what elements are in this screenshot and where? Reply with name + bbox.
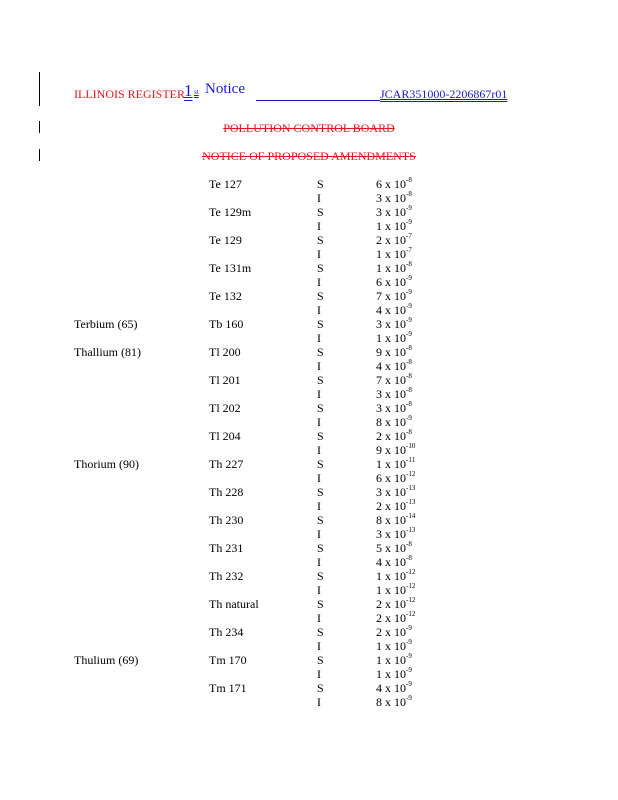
solubility-class: S (317, 653, 324, 667)
solubility-class: I (317, 359, 321, 373)
table-row (0, 303, 618, 317)
solubility-class: S (317, 233, 324, 247)
value-mantissa: 1 x 10 (376, 219, 406, 233)
table-row (0, 401, 618, 415)
value-mantissa: 4 x 10 (376, 303, 406, 317)
isotope-name: Te 129 (209, 233, 242, 247)
value-mantissa: 4 x 10 (376, 681, 406, 695)
value-exponent: -9 (406, 652, 412, 660)
isotope-name: Te 131m (209, 261, 252, 275)
agency-title: POLLUTION CONTROL BOARD (223, 121, 395, 135)
isotope-name: Tl 204 (209, 429, 241, 443)
solubility-class: I (317, 583, 321, 597)
value-mantissa: 3 x 10 (376, 387, 406, 401)
value-exponent: -9 (406, 624, 412, 632)
value-mantissa: 2 x 10 (376, 499, 406, 513)
table-row (0, 527, 618, 541)
change-bar-top (39, 72, 40, 106)
value-exponent: -9 (406, 316, 412, 324)
isotope-name: Tb 160 (209, 317, 244, 331)
table-row (0, 485, 618, 499)
solubility-class: I (317, 695, 321, 709)
solubility-class: S (317, 513, 324, 527)
solubility-class: I (317, 527, 321, 541)
table-row (0, 611, 618, 625)
solubility-class: S (317, 541, 324, 555)
concentration-value (376, 191, 412, 205)
table-row (0, 471, 618, 485)
table-row (0, 597, 618, 611)
solubility-class: I (317, 275, 321, 289)
concentration-value (376, 303, 412, 317)
value-exponent: -8 (406, 386, 412, 394)
concentration-value (376, 513, 415, 527)
solubility-class: I (317, 443, 321, 457)
solubility-class: S (317, 429, 324, 443)
table-row (0, 499, 618, 513)
concentration-value (376, 485, 415, 499)
table-row (0, 625, 618, 639)
concentration-value (376, 611, 415, 625)
value-mantissa: 2 x 10 (376, 625, 406, 639)
isotope-name: Th 234 (209, 625, 244, 639)
value-exponent: -8 (406, 372, 412, 380)
value-exponent: -12 (406, 582, 416, 590)
isotope-name: Tl 201 (209, 373, 241, 387)
table-row (0, 639, 618, 653)
table-row (0, 345, 618, 359)
concentration-value (376, 555, 412, 569)
value-exponent: -13 (406, 498, 416, 506)
value-mantissa: 3 x 10 (376, 527, 406, 541)
solubility-class: S (317, 485, 324, 499)
concentration-value (376, 569, 415, 583)
value-exponent: -8 (406, 176, 412, 184)
value-exponent: -8 (406, 400, 412, 408)
value-mantissa: 3 x 10 (376, 401, 406, 415)
value-mantissa: 3 x 10 (376, 205, 406, 219)
value-mantissa: 1 x 10 (376, 457, 406, 471)
isotope-name: Th 227 (209, 457, 244, 471)
notice-title: NOTICE OF PROPOSED AMENDMENTS (202, 149, 416, 163)
solubility-class: I (317, 247, 321, 261)
table-row (0, 373, 618, 387)
value-mantissa: 1 x 10 (376, 261, 406, 275)
value-mantissa: 4 x 10 (376, 555, 406, 569)
concentration-value (376, 429, 412, 443)
value-exponent: -9 (406, 288, 412, 296)
value-exponent: -7 (406, 232, 412, 240)
solubility-class: S (317, 401, 324, 415)
value-exponent: -9 (406, 638, 412, 646)
table-row (0, 331, 618, 345)
solubility-class: I (317, 611, 321, 625)
value-exponent: -13 (406, 484, 416, 492)
value-exponent: -8 (406, 190, 412, 198)
value-mantissa: 3 x 10 (376, 191, 406, 205)
value-exponent: -12 (406, 610, 416, 618)
value-exponent: -11 (406, 456, 416, 464)
isotope-name: Th natural (209, 597, 259, 611)
value-mantissa: 8 x 10 (376, 695, 406, 709)
value-mantissa: 3 x 10 (376, 485, 406, 499)
isotope-name: Th 231 (209, 541, 244, 555)
table-row (0, 191, 618, 205)
value-exponent: -14 (406, 512, 416, 520)
table-row (0, 177, 618, 191)
value-exponent: -9 (406, 204, 412, 212)
element-name: Thulium (69) (74, 653, 139, 667)
isotope-name: Tm 171 (209, 681, 247, 695)
concentration-value (376, 345, 412, 359)
value-mantissa: 6 x 10 (376, 275, 406, 289)
value-mantissa: 3 x 10 (376, 317, 406, 331)
solubility-class: S (317, 317, 324, 331)
solubility-class: I (317, 331, 321, 345)
concentration-value (376, 681, 412, 695)
table-row (0, 583, 618, 597)
concentration-value (376, 541, 412, 555)
concentration-value (376, 667, 412, 681)
solubility-class: S (317, 597, 324, 611)
table-row (0, 317, 618, 331)
value-exponent: -9 (406, 274, 412, 282)
value-mantissa: 1 x 10 (376, 583, 406, 597)
table-row (0, 513, 618, 527)
solubility-class: I (317, 555, 321, 569)
concentration-value (376, 415, 412, 429)
isotope-name: Te 132 (209, 289, 242, 303)
register-name: ILLINOIS REGISTER (74, 87, 185, 101)
value-mantissa: 1 x 10 (376, 639, 406, 653)
concentration-value (376, 317, 412, 331)
concentration-value (376, 471, 415, 485)
solubility-class: S (317, 261, 324, 275)
solubility-class: S (317, 177, 324, 191)
value-exponent: -9 (406, 666, 412, 674)
solubility-class: S (317, 569, 324, 583)
value-exponent: -8 (406, 428, 412, 436)
jcar-code: JCAR351000-2206867r01 (380, 87, 508, 101)
value-mantissa: 7 x 10 (376, 289, 406, 303)
isotope-name: Th 228 (209, 485, 244, 499)
value-mantissa: 1 x 10 (376, 247, 406, 261)
value-mantissa: 9 x 10 (376, 345, 406, 359)
concentration-value (376, 499, 415, 513)
solubility-class: S (317, 373, 324, 387)
concentration-value (376, 205, 412, 219)
concentration-value (376, 443, 415, 457)
concentration-value (376, 639, 412, 653)
value-mantissa: 6 x 10 (376, 471, 406, 485)
concentration-value (376, 527, 415, 541)
solubility-class: S (317, 345, 324, 359)
value-mantissa: 8 x 10 (376, 513, 406, 527)
isotope-name: Th 230 (209, 513, 244, 527)
concentration-value (376, 597, 415, 611)
table-row (0, 247, 618, 261)
element-name: Thorium (90) (74, 457, 139, 471)
solubility-class: I (317, 219, 321, 233)
isotope-name: Tl 202 (209, 401, 241, 415)
value-exponent: -9 (406, 414, 412, 422)
solubility-class: I (317, 499, 321, 513)
value-exponent: -9 (406, 680, 412, 688)
table-row (0, 289, 618, 303)
value-mantissa: 5 x 10 (376, 541, 406, 555)
table-row (0, 387, 618, 401)
solubility-class: S (317, 457, 324, 471)
table-row (0, 667, 618, 681)
concentration-value (376, 261, 412, 275)
solubility-class: S (317, 205, 324, 219)
value-mantissa: 1 x 10 (376, 569, 406, 583)
notice-number: 1 (184, 81, 193, 100)
value-mantissa: 1 x 10 (376, 667, 406, 681)
solubility-class: I (317, 667, 321, 681)
concentration-value (376, 289, 412, 303)
concentration-value (376, 233, 412, 247)
value-mantissa: 7 x 10 (376, 373, 406, 387)
value-mantissa: 2 x 10 (376, 597, 406, 611)
value-mantissa: 4 x 10 (376, 359, 406, 373)
concentration-value (376, 457, 415, 471)
table-row (0, 261, 618, 275)
table-row (0, 415, 618, 429)
value-exponent: -9 (406, 218, 412, 226)
table-row (0, 219, 618, 233)
header-underline (256, 100, 380, 101)
value-exponent: -8 (406, 344, 412, 352)
value-exponent: -7 (406, 246, 412, 254)
notice-label: Notice (205, 81, 245, 97)
notice-ordinal: st (194, 88, 199, 96)
table-row (0, 681, 618, 695)
table-row (0, 443, 618, 457)
solubility-class: S (317, 681, 324, 695)
element-name: Thallium (81) (74, 345, 141, 359)
table-row (0, 653, 618, 667)
solubility-class: I (317, 415, 321, 429)
value-exponent: -9 (406, 302, 412, 310)
solubility-class: S (317, 625, 324, 639)
concentration-value (376, 695, 412, 709)
isotope-name: Te 127 (209, 177, 242, 191)
value-mantissa: 2 x 10 (376, 429, 406, 443)
value-exponent: -9 (406, 694, 412, 702)
page-header (74, 81, 524, 104)
value-exponent: -12 (406, 596, 416, 604)
concentration-value (376, 177, 412, 191)
value-mantissa: 6 x 10 (376, 177, 406, 191)
value-mantissa: 1 x 10 (376, 331, 406, 345)
concentration-value (376, 359, 412, 373)
solubility-class: I (317, 191, 321, 205)
table-row (0, 205, 618, 219)
concentration-value (376, 583, 415, 597)
value-exponent: -9 (406, 330, 412, 338)
concentration-value (376, 625, 412, 639)
table-row (0, 695, 618, 709)
concentration-value (376, 373, 412, 387)
table-row (0, 233, 618, 247)
concentration-value (376, 219, 412, 233)
solubility-class: S (317, 289, 324, 303)
concentration-value (376, 653, 412, 667)
table-row (0, 541, 618, 555)
table-row (0, 275, 618, 289)
concentration-value (376, 247, 412, 261)
solubility-class: I (317, 303, 321, 317)
value-exponent: -13 (406, 526, 416, 534)
solubility-class: I (317, 387, 321, 401)
solubility-class: I (317, 639, 321, 653)
value-mantissa: 2 x 10 (376, 233, 406, 247)
value-exponent: -12 (406, 568, 416, 576)
table-row (0, 555, 618, 569)
solubility-class: I (317, 471, 321, 485)
value-mantissa: 8 x 10 (376, 415, 406, 429)
value-exponent: -12 (406, 470, 416, 478)
value-mantissa: 9 x 10 (376, 443, 406, 457)
value-mantissa: 1 x 10 (376, 653, 406, 667)
isotope-name: Te 129m (209, 205, 252, 219)
concentration-value (376, 331, 412, 345)
value-mantissa: 2 x 10 (376, 611, 406, 625)
table-row (0, 359, 618, 373)
value-exponent: -10 (406, 442, 416, 450)
concentration-value (376, 401, 412, 415)
isotope-name: Tm 170 (209, 653, 247, 667)
value-exponent: -8 (406, 358, 412, 366)
concentration-value (376, 275, 412, 289)
value-exponent: -8 (406, 540, 412, 548)
element-name: Terbium (65) (74, 317, 138, 331)
isotope-name: Tl 200 (209, 345, 241, 359)
table-row (0, 457, 618, 471)
isotope-name: Th 232 (209, 569, 244, 583)
value-exponent: -8 (406, 260, 412, 268)
value-exponent: -8 (406, 554, 412, 562)
concentration-value (376, 387, 412, 401)
table-row (0, 569, 618, 583)
table-row (0, 429, 618, 443)
